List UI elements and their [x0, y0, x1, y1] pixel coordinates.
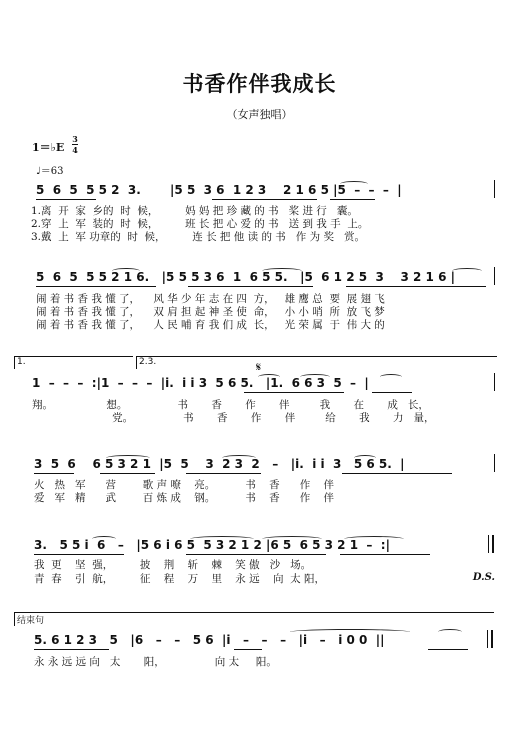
- key-signature: 1＝♭E: [32, 141, 65, 154]
- tie: [290, 629, 410, 635]
- slur: [112, 268, 140, 274]
- end-barline-thin: [487, 630, 488, 648]
- beam-line: [34, 554, 124, 555]
- slur: [452, 268, 482, 274]
- volta-1-bracket: [14, 356, 133, 369]
- dal-segno-marking: D.S.: [472, 572, 495, 583]
- slur: [340, 181, 368, 187]
- system6-notes: 5. 6 1 2 3 5 |6 – – 5 6 |i – – – |i – i 0 0 ||: [34, 633, 385, 647]
- system4-notes: 3 5 6 6 5 3 2 1 |5 5 3 2 3 2 – |i. i i 3 5 6 5. |: [34, 457, 405, 471]
- system3-lyric1: 翔。 想。 书 香 作 伴 我 在 成 长，: [32, 399, 429, 411]
- system2-notes: 5 6 5 5 5 2 1 6. |5 5 5 3 6 1 6 5 5. |5 6 1 2 5 3 3 2 1 6 |: [36, 270, 455, 284]
- system4-lyric1: 火 热 军 营 歌 声 嘹 亮。 书 香 作 伴: [34, 479, 335, 491]
- coda-rule: [14, 612, 494, 613]
- system2-lyric1: 闹 着 书 香 我 懂 了， 风 华 少 年 志 在 四 方， 雄 鹰 总 要 展 翅 飞: [36, 293, 385, 305]
- system1-lyric2: 2.穿 上 军 装的 时 候， 班 长 把 心 爱 的 书 送 到 我 手 上。: [31, 218, 369, 230]
- beam-line: [372, 392, 412, 393]
- system3-notes: 1 – – – :|1 – – – |i. i i 3 5 6 5. |1. 6 6 3 5 – |: [32, 376, 369, 390]
- beam-line: [346, 286, 486, 287]
- time-signature: [72, 135, 78, 154]
- beam-line: [36, 286, 156, 287]
- segno-sign: 𝄋: [256, 360, 262, 374]
- slur: [354, 455, 376, 461]
- slur: [92, 536, 116, 542]
- system5-lyric1: 我 更 坚 强， 披 荆 斩 棘 笑 傲 沙 场。: [34, 559, 312, 571]
- coda-bracket-edge: [14, 612, 15, 626]
- slur: [258, 374, 280, 380]
- beam-line: [342, 473, 452, 474]
- slur: [222, 455, 256, 461]
- slur: [190, 536, 254, 542]
- system5-lyric2: 青 春 引 航， 征 程 万 里 永 远 向 太 阳，: [34, 573, 326, 585]
- beam-line: [34, 649, 109, 650]
- beam-line: [234, 649, 262, 650]
- coda-label: 结束句: [17, 616, 45, 626]
- tie: [438, 629, 462, 635]
- tempo-marking: ♩＝63: [36, 166, 64, 177]
- beam-line: [34, 473, 74, 474]
- slur: [106, 455, 150, 461]
- volta-1-label: 1.: [17, 357, 26, 367]
- system2-lyric3: 闹 着 书 香 我 懂 了， 人 民 哺 育 我 们 成 长， 光 荣 属 于 伟 大 的: [36, 319, 385, 331]
- final-barline: [494, 267, 495, 285]
- slur: [300, 374, 330, 380]
- beam-line: [340, 554, 430, 555]
- repeat-barline-thick: [492, 535, 494, 553]
- slur: [262, 268, 302, 274]
- slur: [344, 536, 404, 542]
- final-barline: [494, 454, 495, 472]
- beam-line: [244, 392, 344, 393]
- beam-line: [186, 473, 261, 474]
- final-barline: [494, 373, 495, 391]
- time-sig-bottom: 4: [72, 145, 78, 155]
- system1-lyric3: 3.戴 上 军 功章的 时 候， 连 长 把 他 读 的 书 作 为 奖 赏。: [31, 231, 365, 243]
- system6-lyric1: 永 永 远 远 向 太 阳， 向 太 阳。: [34, 656, 277, 668]
- song-title: 书香作伴我成长: [182, 71, 337, 96]
- system4-lyric2: 爱 军 精 武 百 炼 成 钢。 书 香 作 伴: [34, 492, 335, 504]
- beam-line: [186, 554, 326, 555]
- slur: [380, 374, 402, 380]
- beam-line: [212, 199, 317, 200]
- final-barline: [494, 180, 495, 198]
- repeat-barline-thin: [488, 535, 489, 553]
- system1-lyric1: 1.离 开 家 乡的 时 候， 妈 妈 把 珍 藏 的 书 桨 进 行 囊。: [31, 205, 358, 217]
- system5-notes: 3. 5 5 i 6 – |5 6 i 6 5 5 3 2 1 2 |6 5 6 5 3 2 1 – :|: [34, 538, 390, 552]
- beam-line: [188, 286, 313, 287]
- slur: [262, 536, 322, 542]
- song-subtitle: （女声独唱）: [226, 108, 293, 121]
- system2-lyric2: 闹 着 书 香 我 懂 了， 双 肩 担 起 神 圣 使 命， 小 小 哨 所 放 飞 梦: [36, 306, 385, 318]
- beam-line: [36, 199, 96, 200]
- beam-line: [428, 649, 468, 650]
- beam-line: [100, 473, 155, 474]
- end-barline-thick: [491, 630, 493, 648]
- system1-notes: 5 6 5 5 5 2 3. |5 5 3 6 1 2 3 2 1 6 5 |5 – – – |: [36, 183, 402, 197]
- volta-2-label: 2.3.: [139, 357, 157, 367]
- time-sig-top: 3: [72, 134, 78, 144]
- beam-line: [330, 199, 375, 200]
- system3-lyric2: 党。 书 香 作 伴 给 我 力 量，: [32, 412, 435, 424]
- volta-2-bracket: [136, 356, 497, 369]
